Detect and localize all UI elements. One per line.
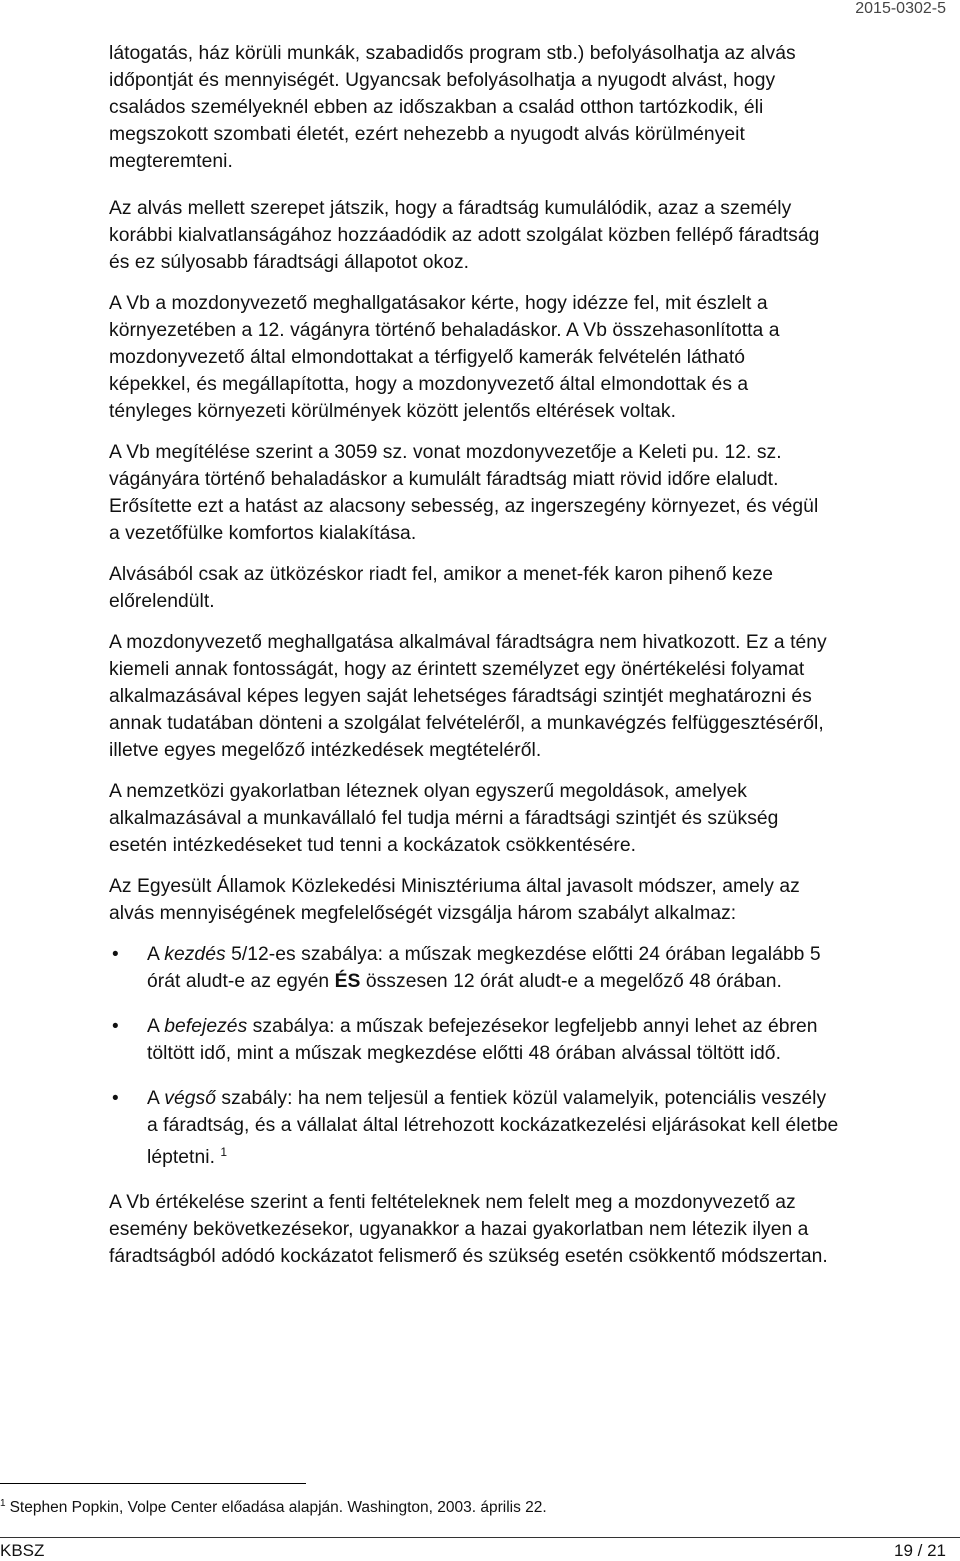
paragraph-8: Az Egyesült Államok Közlekedési Minisztériuma által javasolt módszer, amely az alvás mennyiségének megfelelőségét vizsgálja három szabályt alkalmaz: xyxy=(109,876,800,924)
paragraph-4: A Vb megítélése szerint a 3059 sz. vonat mozdonyvezetője a Keleti pu. 12. sz. vágányára történő behaladáskor a kumulált fáradtság miatt rövid időre elaludt. Erősítette ezt a hatást az alacsony sebesség, az ingerszegény környezet, és végül a vezetőfülke komfortos kialakítása. xyxy=(109,442,819,544)
footnote xyxy=(0,1494,547,1518)
list-item-rule-start: • A kezdés 5/12-es szabálya: a műszak megkezdése előtti 24 órában legalább 5 órát aludt-e az egyén ÉS összesen 12 órát aludt-e a megelőző 48 órában. xyxy=(109,941,956,995)
footnote-separator xyxy=(0,1483,306,1484)
footnote-text: Stephen Popkin, Volpe Center előadása alapján. Washington, 2003. április 22. xyxy=(9,1499,547,1516)
footer-separator xyxy=(0,1537,960,1538)
document-id: 2015-0302-5 xyxy=(855,0,946,17)
body-text xyxy=(109,40,956,1270)
page-number: 19 / 21 xyxy=(894,1541,946,1560)
footer-organization: KBSZ xyxy=(0,1541,45,1560)
footnote-reference[interactable]: 1 xyxy=(220,1145,228,1159)
bullet-icon: • xyxy=(112,1016,119,1037)
paragraph-2: Az alvás mellett szerepet játszik, hogy a fáradtság kumulálódik, azaz a személy korábbi kialvatlanságához hozzáadódik az adott szolgálat közben fellépő fáradtság és ez súlyosabb fáradtsági állapotot okoz. xyxy=(109,198,820,273)
bullet-icon: • xyxy=(112,944,119,965)
bullet-icon: • xyxy=(112,1088,119,1109)
paragraph-final: A Vb értékelése szerint a fenti feltételeknek nem felelt meg a mozdonyvezető az esemény bekövetkezésekor, ugyanakkor a hazai gyakorlatban nem létezik ilyen a fáradtságból adódó kockázatot felismerő és szükség esetén csökkentő módszertan. xyxy=(109,1192,828,1267)
paragraph-6: A mozdonyvezető meghallgatása alkalmával fáradtságra nem hivatkozott. Ez a tény kiemeli annak fontosságát, hogy az érintett személyzet egy önértékelési folyamat alkalmazásával képes legyen saját lehetséges fáradtsági szintjét meghatározni és annak tudatában dönteni a szolgálat felvételéről, a munkavégzés felfüggesztéséről, illetve egyes megelőző intézkedések megtételéről. xyxy=(109,632,827,761)
rule-term: kezdés xyxy=(164,944,226,965)
emphasis-and: ÉS xyxy=(334,971,361,992)
rules-list xyxy=(109,941,956,1171)
footnote-number: 1 xyxy=(0,1498,6,1509)
list-item-rule-final: • A végső szabály: ha nem teljesül a fentiek közül valamelyik, potenciális veszély a fáradtság, és a vállalat által létrehozott kockázatkezelési eljárásokat kell életbe léptetni. $^1$ xyxy=(109,1085,956,1171)
rule-term: befejezés xyxy=(164,1016,248,1037)
paragraph-3: A Vb a mozdonyvezető meghallgatásakor kérte, hogy idézze fel, mit észlelt a környezetében a 12. vágányra történő behaladáskor. A Vb összehasonlította a mozdonyvezető által elmondottakat a térfigyelő kamerák felvételén látható képekkel, és megállapította, hogy a mozdonyvezető által elmondottak és a tényleges környezeti körülmények között jelentős eltérések voltak. xyxy=(109,293,780,422)
paragraph-1: látogatás, ház körüli munkák, szabadidős program stb.) befolyásolhatja az alvás időpontját és mennyiségét. Ugyancsak befolyásolhatja a nyugodt alvást, hogy családos személyeknél ebben az időszakban a család otthon tartózkodik, éli megszokott szombati életét, ezért nehezebb a nyugodt alvás körülményeit megteremteni. xyxy=(109,43,796,172)
paragraph-7: A nemzetközi gyakorlatban léteznek olyan egyszerű megoldások, amelyek alkalmazásával a munkavállaló fel tudja mérni a fáradtsági szintjét és szükség esetén intézkedéseket tud tenni a kockázatok csökkentésére. xyxy=(109,781,779,856)
list-item-rule-end: • A befejezés szabálya: a műszak befejezésekor legfeljebb annyi lehet az ébren töltött idő, mint a műszak megkezdése előtti 48 órában alvással töltött idő. xyxy=(109,1013,956,1067)
paragraph-5: Alvásából csak az ütközéskor riadt fel, amikor a menet-fék karon pihenő keze előrelendült. xyxy=(109,564,773,612)
rule-term: végső xyxy=(164,1088,216,1109)
